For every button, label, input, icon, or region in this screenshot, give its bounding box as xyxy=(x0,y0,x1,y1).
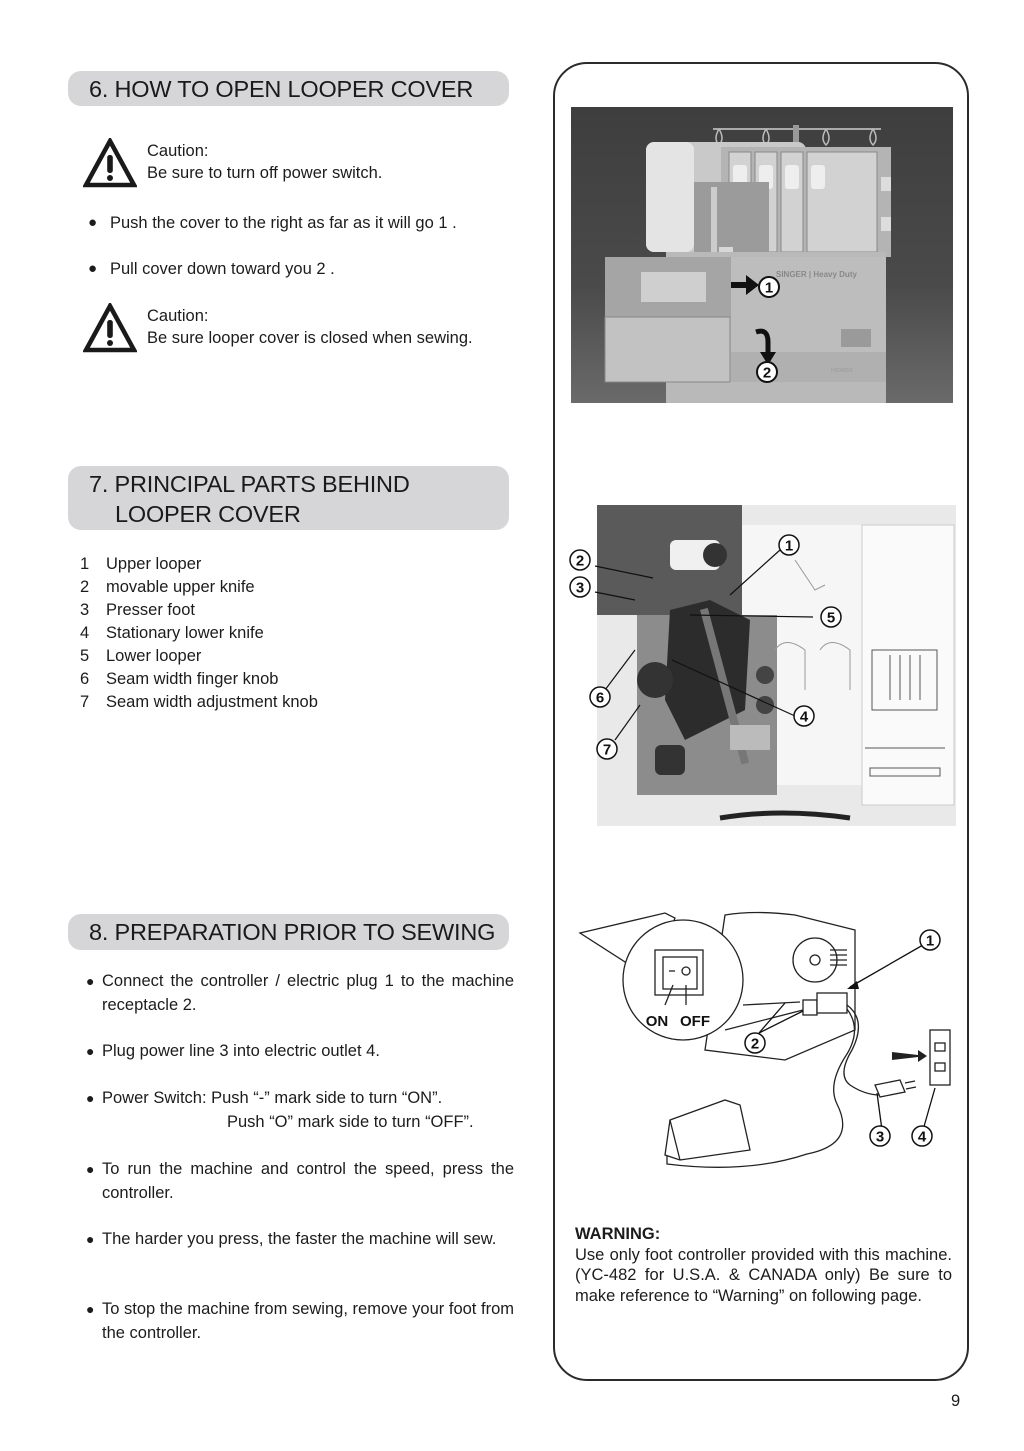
caution-cover-closed xyxy=(83,303,523,355)
section-6-title: 6. HOW TO OPEN LOOPER COVER xyxy=(89,76,474,102)
warning-triangle-icon xyxy=(83,303,137,353)
bullet-icon: ● xyxy=(88,260,98,277)
svg-text:1: 1 xyxy=(764,279,774,297)
svg-text:ON: ON xyxy=(645,1013,669,1030)
section-7-title-line1: 7. PRINCIPAL PARTS BEHIND xyxy=(89,471,410,497)
svg-text:3: 3 xyxy=(575,579,585,597)
svg-text:SINGER | Heavy Duty: SINGER | Heavy Duty xyxy=(776,270,857,279)
caution-label: Caution: xyxy=(147,142,209,160)
caution-power-off xyxy=(83,138,523,190)
caution-label: Caution: xyxy=(147,307,209,325)
bullet-icon: ● xyxy=(86,1043,95,1059)
caution-text: Be sure looper cover is closed when sewing. xyxy=(147,329,473,347)
svg-text:7: 7 xyxy=(602,741,612,759)
svg-text:1: 1 xyxy=(925,932,935,950)
warning-triangle-icon xyxy=(83,138,137,188)
section-7-heading xyxy=(68,466,509,530)
looper-parts-photo xyxy=(560,500,956,826)
list-item: ● The harder you press, the faster the machine will sew. xyxy=(86,1227,514,1251)
section-8-title: 8. PREPARATION PRIOR TO SEWING xyxy=(89,919,496,945)
svg-text:2: 2 xyxy=(575,552,585,570)
list-item: ● Power Switch: Push “-” mark side to turn “ON”. xyxy=(86,1086,514,1110)
svg-text:5: 5 xyxy=(826,609,836,627)
warning-body: Use only foot controller provided with this machine.(YC-482 for U.S.A. & CANADA only) Be sure to make reference to “Warning” on following page. xyxy=(575,1245,952,1305)
list-item: ● Connect the controller / electric plug 1 to the machine receptacle 2. xyxy=(86,969,514,1017)
section-8-heading xyxy=(68,914,509,950)
svg-text:2: 2 xyxy=(762,364,772,382)
list-item: ● To stop the machine from sewing, remove your foot from the controller. xyxy=(86,1297,514,1345)
power-connection-diagram xyxy=(575,905,960,1180)
list-item: ● To run the machine and control the speed, press the controller. xyxy=(86,1157,514,1205)
bullet-icon: ● xyxy=(86,973,95,989)
svg-text:4: 4 xyxy=(917,1128,927,1146)
svg-text:OFF: OFF xyxy=(680,1013,710,1030)
svg-text:1: 1 xyxy=(784,537,794,555)
bullet-icon: ● xyxy=(86,1301,95,1317)
bullet-icon: ● xyxy=(88,214,98,231)
svg-text:3: 3 xyxy=(875,1128,885,1146)
bullet-icon: ● xyxy=(86,1231,95,1247)
section-6-heading xyxy=(68,71,509,106)
looper-cover-photo xyxy=(571,107,953,403)
list-item: ● Plug power line 3 into electric outlet 4. xyxy=(86,1039,514,1063)
warning-title: WARNING: xyxy=(575,1225,661,1243)
bullet-icon: ● xyxy=(86,1161,95,1177)
caution-text: Be sure to turn off power switch. xyxy=(147,164,383,182)
section-7-title-line2: LOOPER COVER xyxy=(115,501,301,527)
page-number: 9 xyxy=(951,1392,961,1410)
svg-text:6: 6 xyxy=(595,689,605,707)
bullet-icon: ● xyxy=(86,1090,95,1106)
svg-text:4: 4 xyxy=(799,708,809,726)
warning-note xyxy=(575,1224,952,1306)
svg-text:2: 2 xyxy=(750,1035,760,1053)
power-switch-off-line: Push “O” mark side to turn “OFF”. xyxy=(227,1113,474,1131)
svg-text:HD0405S: HD0405S xyxy=(831,368,853,374)
